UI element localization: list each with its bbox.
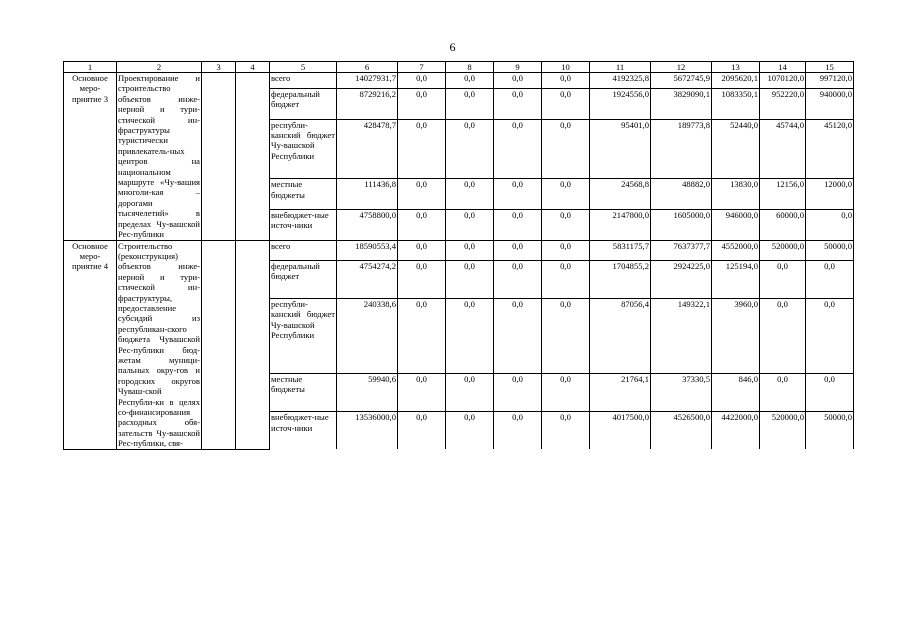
value-cell: 0,0 (398, 73, 446, 89)
value-cell: 0,0 (446, 260, 494, 298)
value-cell: 952220,0 (760, 88, 806, 119)
value-cell: 946000,0 (712, 209, 760, 240)
value-cell: 0,0 (542, 373, 590, 411)
value-cell: 48882,0 (651, 179, 712, 210)
value-cell: 7637377,7 (651, 240, 712, 260)
value-cell: 5672745,9 (651, 73, 712, 89)
value-cell: 0,0 (494, 179, 542, 210)
column-header: 10 (542, 62, 590, 73)
column-header-row (64, 62, 854, 73)
value-cell: 0,0 (494, 73, 542, 89)
value-cell: 0,0 (398, 412, 446, 450)
value-cell: 3829090,1 (651, 88, 712, 119)
value-cell: 240338,6 (337, 298, 398, 373)
value-cell: 0,0 (398, 298, 446, 373)
value-cell: 13830,0 (712, 179, 760, 210)
value-cell: 0,0 (494, 240, 542, 260)
value-cell: 50000,0 (806, 412, 854, 450)
value-cell: 0,0 (806, 209, 854, 240)
budget-table (63, 61, 854, 450)
value-cell: 149322,1 (651, 298, 712, 373)
value-cell: 0,0 (542, 260, 590, 298)
value-cell: 520000,0 (760, 240, 806, 260)
value-cell: 0,0 (494, 373, 542, 411)
value-cell: 0,0 (398, 119, 446, 179)
value-cell: 0,0 (806, 298, 854, 373)
event-description: Проектирование и строительство объектов инже-нерной и тури-стической ин-фраструктуры туристически привлекатель-ных центров на национальном маршруте «Чу-вашия многоли-кая – дорогами тысячелетий» в пределах Чу-вашской Рес-публики (118, 73, 200, 240)
value-cell: 0,0 (446, 73, 494, 89)
value-cell: 4754274,2 (337, 260, 398, 298)
value-cell: 0,0 (806, 373, 854, 411)
value-cell: 0,0 (494, 209, 542, 240)
value-cell: 87056,4 (590, 298, 651, 373)
column-header: 9 (494, 62, 542, 73)
value-cell: 520000,0 (760, 412, 806, 450)
value-cell: 0,0 (398, 88, 446, 119)
value-cell: 12000,0 (806, 179, 854, 210)
value-cell: 0,0 (398, 209, 446, 240)
value-cell: 0,0 (494, 298, 542, 373)
funding-source: федеральный бюджет (270, 260, 337, 298)
value-cell: 1924556,0 (590, 88, 651, 119)
funding-source: всего (270, 240, 337, 260)
value-cell: 0,0 (542, 240, 590, 260)
column-header: 15 (806, 62, 854, 73)
value-cell: 0,0 (494, 412, 542, 450)
value-cell: 0,0 (446, 119, 494, 179)
value-cell: 3960,0 (712, 298, 760, 373)
value-cell: 940000,0 (806, 88, 854, 119)
value-cell: 12156,0 (760, 179, 806, 210)
value-cell: 45744,0 (760, 119, 806, 179)
value-cell: 0,0 (398, 260, 446, 298)
value-cell: 846,0 (712, 373, 760, 411)
value-cell: 13536000,0 (337, 412, 398, 450)
value-cell: 111436,8 (337, 179, 398, 210)
column-header: 2 (117, 62, 202, 73)
table-row (64, 240, 854, 260)
value-cell: 428478,7 (337, 119, 398, 179)
column-header: 8 (446, 62, 494, 73)
value-cell: 4017500,0 (590, 412, 651, 450)
value-cell: 60000,0 (760, 209, 806, 240)
value-cell: 0,0 (398, 179, 446, 210)
event-name: Основное меро-приятие 4 (64, 240, 117, 449)
funding-source: республи-канский бюджет Чу-вашской Республики (270, 119, 337, 179)
value-cell: 2924225,0 (651, 260, 712, 298)
value-cell: 0,0 (494, 88, 542, 119)
value-cell: 45120,0 (806, 119, 854, 179)
funding-source: внебюджет-ные источ-ники (270, 412, 337, 450)
event-description: Строительство (реконструкция) объектов инже-нерной и тури-стической ин-фраструктуры, предоставление субсидий из республикан-ского бюджета Чувашской Рес-публики бюд-жетам муници-пальных окру-гов и городских округов Чуваш-ской Республи-ки в целях со-финансирования расходных обя-зательств Чу-вашской Рес-публики, свя- (118, 240, 200, 449)
column-header: 4 (236, 62, 270, 73)
value-cell: 21764,1 (590, 373, 651, 411)
value-cell: 0,0 (760, 260, 806, 298)
funding-source: всего (270, 73, 337, 89)
value-cell: 0,0 (398, 373, 446, 411)
column-header: 6 (337, 62, 398, 73)
value-cell: 0,0 (542, 179, 590, 210)
empty-cell (236, 240, 270, 449)
table-row (64, 73, 854, 89)
value-cell: 0,0 (542, 88, 590, 119)
value-cell: 4192325,8 (590, 73, 651, 89)
value-cell: 50000,0 (806, 240, 854, 260)
value-cell: 997120,0 (806, 73, 854, 89)
column-header: 11 (590, 62, 651, 73)
value-cell: 37330,5 (651, 373, 712, 411)
value-cell: 24568,8 (590, 179, 651, 210)
value-cell: 4526500,0 (651, 412, 712, 450)
value-cell: 0,0 (542, 119, 590, 179)
column-header: 13 (712, 62, 760, 73)
column-header: 3 (202, 62, 236, 73)
value-cell: 0,0 (446, 298, 494, 373)
value-cell: 0,0 (542, 209, 590, 240)
value-cell: 0,0 (760, 373, 806, 411)
page-number: 6 (449, 40, 456, 54)
value-cell: 125194,0 (712, 260, 760, 298)
value-cell: 0,0 (494, 260, 542, 298)
empty-cell (202, 73, 236, 241)
funding-source: федеральный бюджет (270, 88, 337, 119)
funding-source: местные бюджеты (270, 373, 337, 411)
funding-source: республи-канский бюджет Чу-вашской Республики (270, 298, 337, 373)
value-cell: 18590553,4 (337, 240, 398, 260)
empty-cell (236, 73, 270, 241)
value-cell: 1070120,0 (760, 73, 806, 89)
funding-source: внебюджет-ные источ-ники (270, 209, 337, 240)
value-cell: 1704855,2 (590, 260, 651, 298)
value-cell: 2095620,1 (712, 73, 760, 89)
value-cell: 0,0 (446, 209, 494, 240)
value-cell: 0,0 (494, 119, 542, 179)
value-cell: 4552000,0 (712, 240, 760, 260)
value-cell: 14027931,7 (337, 73, 398, 89)
value-cell: 4758800,0 (337, 209, 398, 240)
value-cell: 8729216,2 (337, 88, 398, 119)
value-cell: 0,0 (446, 179, 494, 210)
value-cell: 2147800,0 (590, 209, 651, 240)
value-cell: 0,0 (446, 240, 494, 260)
value-cell: 0,0 (806, 260, 854, 298)
value-cell: 95401,0 (590, 119, 651, 179)
value-cell: 4422000,0 (712, 412, 760, 450)
value-cell: 0,0 (398, 240, 446, 260)
value-cell: 0,0 (542, 298, 590, 373)
column-header: 12 (651, 62, 712, 73)
value-cell: 59940,6 (337, 373, 398, 411)
value-cell: 0,0 (446, 88, 494, 119)
value-cell: 1605000,0 (651, 209, 712, 240)
value-cell: 5831175,7 (590, 240, 651, 260)
event-name: Основное меро-приятие 3 (64, 73, 117, 241)
column-header: 5 (270, 62, 337, 73)
value-cell: 0,0 (446, 412, 494, 450)
value-cell: 0,0 (760, 298, 806, 373)
value-cell: 0,0 (446, 373, 494, 411)
value-cell: 0,0 (542, 73, 590, 89)
value-cell: 1083350,1 (712, 88, 760, 119)
value-cell: 52440,0 (712, 119, 760, 179)
column-header: 1 (64, 62, 117, 73)
column-header: 14 (760, 62, 806, 73)
value-cell: 189773,8 (651, 119, 712, 179)
funding-source: местные бюджеты (270, 179, 337, 210)
column-header: 7 (398, 62, 446, 73)
value-cell: 0,0 (542, 412, 590, 450)
empty-cell (202, 240, 236, 449)
